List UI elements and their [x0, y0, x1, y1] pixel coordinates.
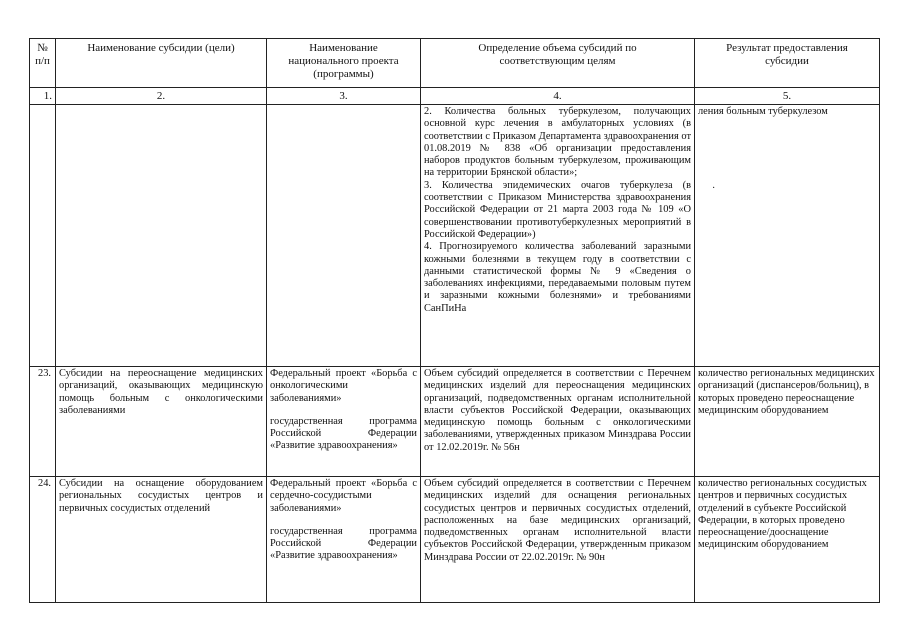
result-cell: количество региональных сосудистых центров и первичных сосудистых отделений в субъекте Российской Федерации, в которых проведено переоснащение/дооснащение медицинским оборудованием: [695, 477, 880, 603]
scan-speck: ·: [712, 183, 716, 194]
col-number-4: 4.: [421, 88, 695, 105]
table-header-row: [30, 39, 880, 88]
result-cell: количество региональных медицинских организаций (диспансеров/больниц), в которых проведено переоснащение медицинским оборудованием: [695, 367, 880, 477]
continuation-result-cell: [695, 105, 880, 367]
col-number-2: 2.: [56, 88, 267, 105]
col-number-3: 3.: [267, 88, 421, 105]
state-program-text: государственная программа Российской Федерации «Развитие здравоохранения»: [270, 525, 417, 562]
definition-cell: Объем субсидий определяется в соответствии с Перечнем медицинских изделий для переоснащения медицинских организаций, подведомственных органам исполнительной власти субъектов Российской Федерации, оказывающих медицинскую помощь больным с онкологическими заболеваниями, утвержденных приказом Минздрава России от 12.02.2019г. № 56н: [421, 367, 695, 477]
subsidy-table: [29, 38, 880, 603]
continuation-result-text: ления больным туберкулезом: [698, 106, 828, 117]
subsidy-name-cell: Субсидии на оснащение оборудованием региональных сосудистых центров и первичных сосудистых отделений: [56, 477, 267, 603]
national-project-cell: [267, 367, 421, 477]
federal-project-text: Федеральный проект «Борьба с онкологическими заболеваниями»: [270, 368, 417, 404]
column-number-row: [30, 88, 880, 105]
table-row: [30, 367, 880, 477]
state-program-text: государственная программа Российской Федерации «Развитие здравоохранения»: [270, 415, 417, 452]
definition-paragraph-3: 3. Количества эпидемических очагов туберкулеза (в соответствии с Приказом Министерства здравоохранения Российской Федерации от 21 марта 2003 года № 109 «О совершенствовании противотуберкулезных мероприятий в Российской Федерации»): [424, 179, 691, 240]
continuation-definition-cell: [421, 105, 695, 367]
col-number-1: 1.: [30, 88, 56, 105]
document-page: [29, 38, 880, 603]
header-num: № п/п: [30, 39, 56, 88]
table-row-continuation: [30, 105, 880, 367]
table-row: [30, 477, 880, 603]
federal-project-text: Федеральный проект «Борьба с сердечно-сосудистыми заболеваниями»: [270, 478, 417, 514]
definition-cell: Объем субсидий определяется в соответствии с Перечнем медицинских изделий для оснащения региональных сосудистых центров и первичных сосудистых отделений, расположенных на базе медицинских организаций, подведомственных органам исполнительной власти субъектов Российской Федерации, утвержденным приказом Минздрава России от 22.02.2019г. № 90н: [421, 477, 695, 603]
row-number: 23.: [30, 367, 56, 477]
subsidy-name-cell: Субсидии на переоснащение медицинских организаций, оказывающих медицинскую помощь больным с онкологическими заболеваниями: [56, 367, 267, 477]
definition-paragraph-4: 4. Прогнозируемого количества заболеваний заразными кожными болезнями в текущем году в соответствии с данными статистической формы № 9 «Сведения о заболеваниях инфекциями, передаваемыми половым путем и заразными кожными болезнями» и требованиями СанПиНа: [424, 241, 691, 314]
header-result: Результат предоставления субсидии: [695, 39, 880, 88]
row-number: 24.: [30, 477, 56, 603]
col-number-5: 5.: [695, 88, 880, 105]
header-national-project: Наименование национального проекта (программы): [267, 39, 421, 88]
header-subsidy-name: Наименование субсидии (цели): [56, 39, 267, 88]
definition-paragraph-2: 2. Количества больных туберкулезом, получающих основной курс лечения в амбулаторных условиях (в соответствии с Приказом Департамента здравоохранения от 01.08.2019 № 838 «Об организации предоставления наборов продуктов больным туберкулезом, проживающим на территории Брянской области»;: [424, 106, 691, 179]
national-project-cell: [267, 477, 421, 603]
header-definition: Определение объема субсидий по соответствующим целям: [421, 39, 695, 88]
